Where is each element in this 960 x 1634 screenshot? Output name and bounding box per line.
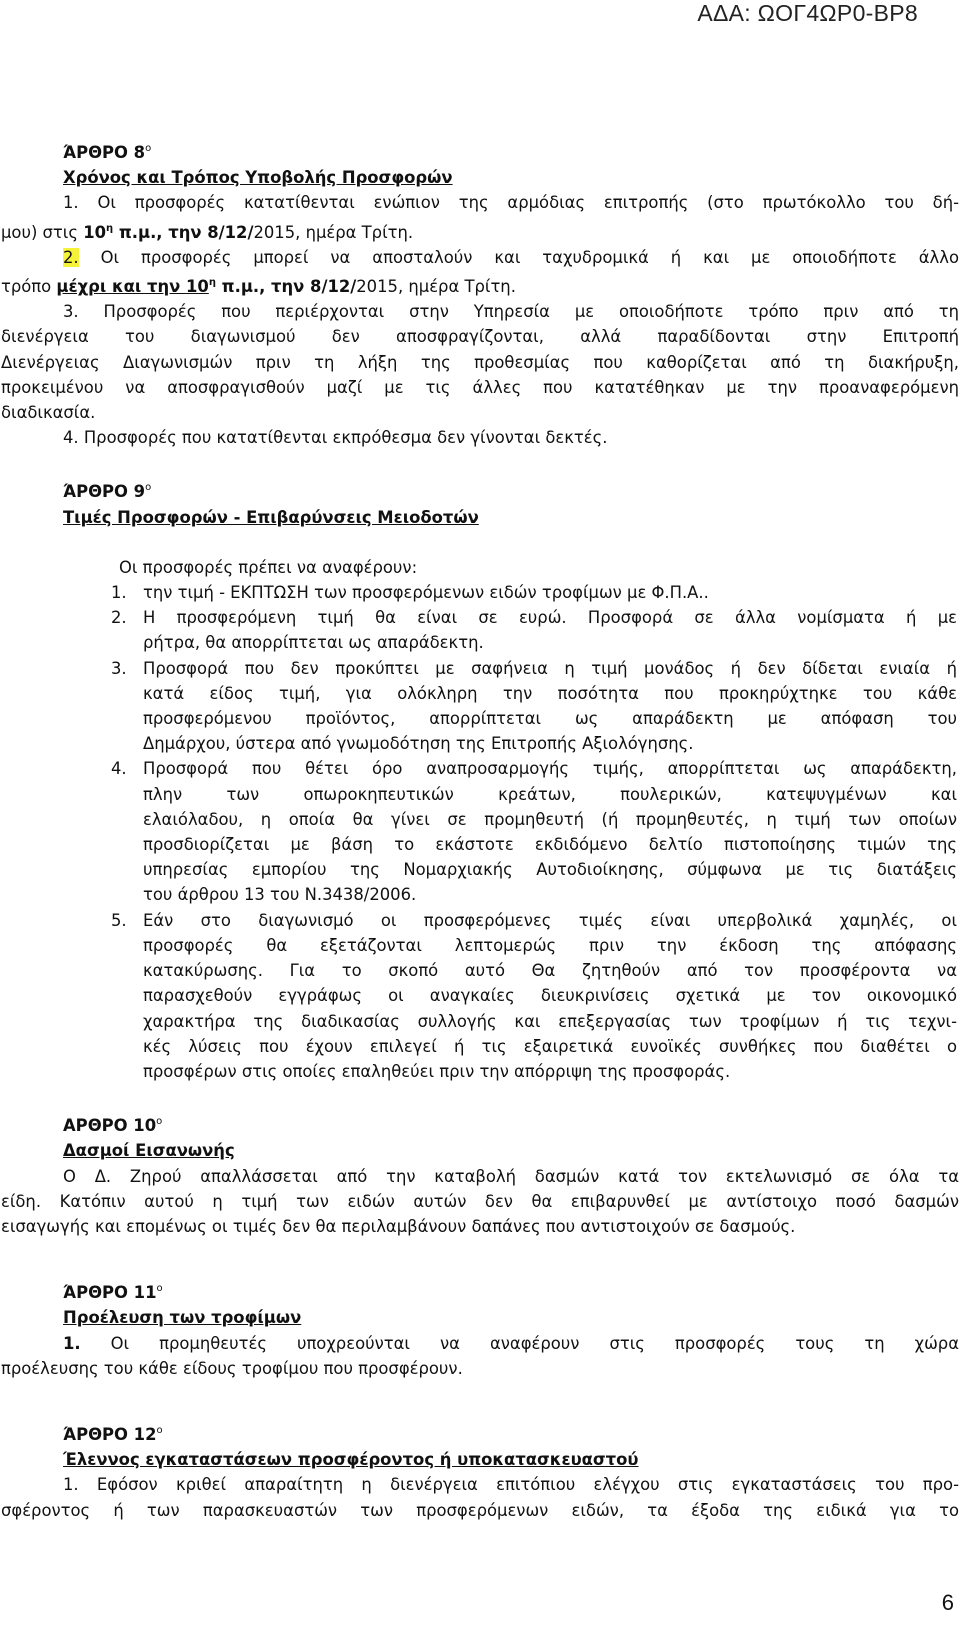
art8-p3-line: προκειμένου να αποσφραγισθούν μαζί με τις άλλες που κατατέθηκαν με την προαναφερόμενη: [1, 377, 959, 397]
art10-line: Ο Δ. Ζηρού απαλλάσσεται από την καταβολή δασμών κατά τον εκτελωνισμό σε όλα τα: [63, 1166, 959, 1186]
art8-p3-line: διαδικασία.: [1, 403, 96, 423]
article-12-title: Έλεννος εγκαταστάσεων προσφέροντος ή υποκατασκευαστού: [63, 1450, 639, 1470]
article-12-heading: ΆΡΘΡΟ $12^o$: [63, 1424, 163, 1444]
ordinal-mark: ο: [156, 1116, 163, 1128]
art8-p3-line: Διενέργειας Διαγωνισμών πριν τη λήξη της προθεσμίας που καθορίζεται από τη διακήρυξη,: [1, 352, 959, 372]
art8-p1-line1: 1. Οι προσφορές κατατίθενται ενώπιον της αρμόδιας επιτροπής (στο πρωτόκολλο του δή-: [63, 193, 959, 213]
art12-line: σφέροντος ή των παρασκευαστών των προσφερόμενων ειδών, τα έξοδα της ειδικά για το: [1, 1500, 959, 1520]
document-body: [1, 136, 959, 1523]
art8-p2-line1: 2. Οι προσφορές μπορεί να αποσταλούν και ταχυδρομικά ή και με οποιοδήποτε άλλο: [63, 247, 959, 267]
art8-p3-line: 3. Προσφορές που περιέρχονται στην Υπηρεσία με οποιοδήποτε τρόπο πριν από τη: [63, 302, 959, 322]
article-10-title: Δασμοί Εισανωνής: [63, 1141, 235, 1161]
page-number: 6: [941, 1590, 954, 1615]
list-item: 4. Προσφορά που θέτει όρο αναπροσαρμογής τιμής, απορρίπτεται ως απαράδεκτη, πλην των οπωροκηπευτικών κρεάτων, πουλερικών, κατεψυγμένων και ελαιόλαδου, η οποία θα γίνει σε προμηθευτή (ή προμηθευτές, η τιμή των οποίων προσδιορίζεται με βάση το εκάστοτε εκδιδόμενο δελτίο πιστοποίησης τιμών της υπηρεσίας εμπορίου της Νομαρχιακής Αυτοδιοίκησης, σύμφωνα με τις διατάξεις του άρθρου 13 του Ν.3438/2006.: [111, 759, 957, 905]
list-item: 2. Η προσφερόμενη τιμή θα είναι σε ευρώ. Προσφορά σε άλλα νομίσματα ή με ρήτρα, θα απορρίπτεται ως απαράδεκτη.: [111, 608, 957, 653]
article-9-heading: ΆΡΘΡΟ $9^o$: [63, 482, 152, 502]
article-8-title: Χρόνος και Τρόπος Υποβολής Προσφορών: [63, 168, 453, 188]
art8-p3-line: διενέργεια του διαγωνισμού δεν αποσφραγίζονται, αλλά παραδίδονται στην Επιτροπή: [1, 327, 959, 347]
art9-list: [1, 580, 959, 1084]
ordinal-mark: ο: [156, 1424, 163, 1436]
art12-line: 1. Εφόσον κριθεί απαραίτητη η διενέργεια επιτόπιου ελέγχου στις εγκαταστάσεις του προ-: [63, 1475, 959, 1495]
list-item: 1. την τιμή - ΕΚΠΤΩΣΗ των προσφερόμενων ειδών τροφίμων με Φ.Π.Α..: [111, 583, 709, 603]
art11-line2: προέλευσης του κάθε είδους τροφίμου που προσφέρουν.: [1, 1358, 463, 1378]
art10-line: εισαγωγής και επομένως οι τιμές δεν θα περιλαμβάνουν δαπάνες που αντιστοιχούν σε δασμούς.: [1, 1216, 796, 1236]
article-11-title: Προέλευση των τροφίμων: [63, 1308, 302, 1328]
art8-p2-line2: τρόπο μέχρι και την $10^\eta$ π.μ., την 8/12/2015, ημέρα Τρίτη.: [1, 277, 516, 297]
ordinal-mark: ο: [145, 143, 152, 154]
list-item: 5. Εάν στο διαγωνισμό οι προσφερόμενες τιμές είναι υπερβολικά χαμηλές, οι προσφορές θα εξετάζονται λεπτομερώς πριν την έκδοση της απόφασης κατακύρωσης. Για το σκοπό αυτό Θα ζητηθούν από τον προσφέροντα να παρασχεθούν εγγράφως οι αναγκαίες διευκρινίσεις σχετικά με τον οικονομικό χαρακτήρα της διαδικασίας συλλογής και επεξεργασίας των τροφίμων ή τις τεχνι- κές λύσεις που έχουν επιλεγεί ή τις εξαιρετικά ευνοϊκές συνθήκες που διαθέτει ο προσφέρων στις οποίες επαληθεύει πριν την απόρριψη της προσφοράς.: [111, 910, 957, 1081]
article-8-heading: ΆΡΘΡΟ $8^o$: [63, 143, 152, 162]
art8-p1-line2: μου) στις $10^\eta$ π.μ., την 8/12/2015, ημέρα Τρίτη.: [1, 222, 414, 242]
art11-line1: 1. Οι προμηθευτές υποχρεούνται να αναφέρουν στις προσφορές τους τη χώρα: [63, 1333, 959, 1353]
article-11-heading: ΆΡΘΡΟ $11^o$: [63, 1283, 163, 1303]
article-9-title: Τιμές Προσφορών - Επιβαρύνσεις Μειοδοτών: [63, 507, 479, 527]
ordinal-mark: ο: [145, 482, 152, 494]
ordinal-mark: ο: [156, 1283, 163, 1295]
list-item: 3. Προσφορά που δεν προκύπτει με σαφήνεια η τιμή μονάδος ή δεν δίδεται ενιαία ή κατά είδος τιμή, για ολόκληρη την ποσότητα που προκηρύχτηκε του κάθε προσφερόμενου προϊόντος, απορρίπτεται ως απαράδεκτη με απόφαση του Δημάρχου, ύστερα από γνωμοδότηση της Επιτροπής Αξιολόγησης.: [111, 658, 957, 754]
highlight-mark: 2.: [63, 247, 79, 267]
article-10-heading: ΑΡΘΡΟ $10^o$: [63, 1116, 163, 1136]
ada-code: ΑΔΑ: ΩΟΓ4ΩΡ0-ΒΡ8: [697, 0, 918, 26]
art10-line: είδη. Κατόπιν αυτού η τιμή των ειδών αυτών δεν θα επιβαρυνθεί με αντίστοιχο ποσό δασμών: [1, 1191, 959, 1211]
art8-p4: 4. Προσφορές που κατατίθενται εκπρόθεσμα δεν γίνονται δεκτές.: [63, 428, 608, 448]
art9-intro: Οι προσφορές πρέπει να αναφέρουν:: [119, 557, 418, 577]
